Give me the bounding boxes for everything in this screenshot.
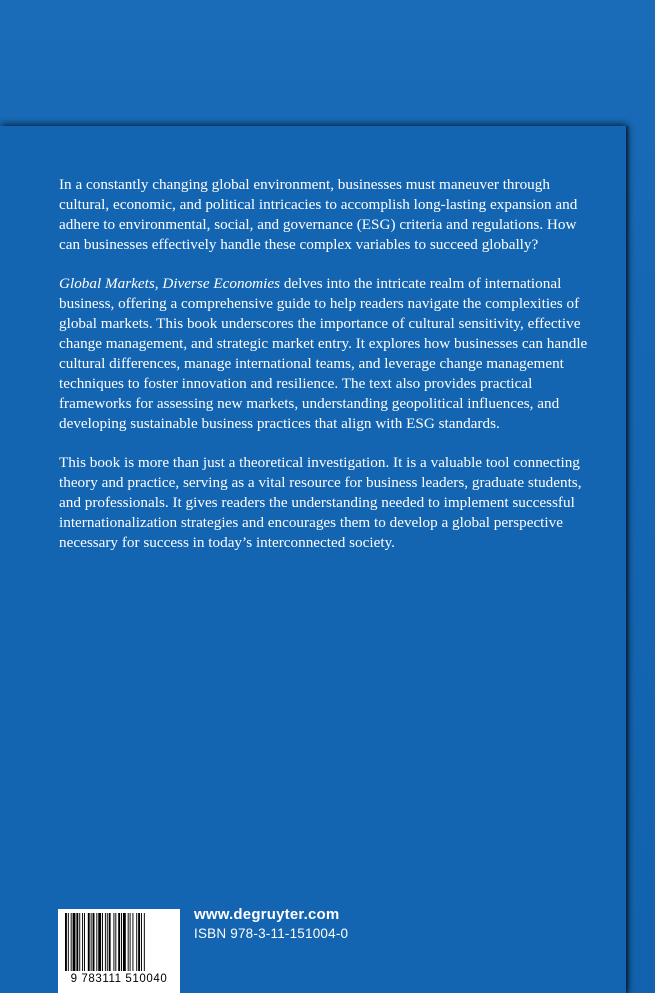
barcode-bar	[123, 913, 126, 971]
barcode-bar	[107, 913, 108, 971]
barcode-bar	[132, 913, 133, 971]
barcode-bar	[82, 913, 83, 971]
publisher-website: www.degruyter.com	[194, 906, 340, 923]
barcode-bar	[79, 913, 80, 971]
barcode-bar	[105, 913, 106, 971]
barcode-bar	[138, 913, 140, 971]
publisher-info	[194, 905, 348, 943]
barcode-bar	[141, 913, 142, 971]
isbn-number: ISBN 978-3-11-151004-0	[194, 926, 349, 941]
barcode-bars	[64, 913, 174, 971]
blurb-paragraph-2-body: delves into the intricate realm of international business, offering a comprehensive guide to help readers navigate the complexities of global markets. This book underscores the importance of cultural sensitivity, effective change management, and strategic market entry. It explores how businesses can handle cultural differences, manage international teams, and leverage change management techniques to foster innovation and resilience. The text also provides practical frameworks for assessing new markets, understanding geopolitical influences, and developing sustainable business practices that align with ESG standards.	[59, 275, 588, 432]
barcode-bar	[96, 913, 97, 971]
barcode-bar	[68, 913, 69, 971]
barcode-bar	[102, 913, 103, 971]
barcode-bar	[144, 913, 145, 971]
book-title-italic: Global Markets, Diverse Economies	[59, 275, 281, 292]
barcode-bar	[118, 913, 120, 971]
barcode-bar	[136, 913, 137, 971]
barcode-bar	[128, 913, 129, 971]
barcode-bar	[91, 913, 92, 971]
blurb-paragraph-3: This book is more than just a theoretical investigation. It is a valuable tool connecting theory and practice, serving as a vital resource for business leaders, graduate students, and professionals. It gives readers the understanding needed to implement successful internationalization strategies and encourages them to develop a global perspective necessary for success in today’s interconnected society.	[59, 454, 582, 551]
blurb-text	[59, 175, 599, 572]
barcode-bar	[130, 913, 131, 971]
barcode-bar	[113, 913, 114, 971]
barcode-bar	[109, 913, 111, 971]
barcode-bar	[98, 913, 101, 971]
barcode-bar	[121, 913, 122, 971]
panel-shadow-edge	[626, 126, 630, 993]
blurb-paragraph-1: In a constantly changing global environment, businesses must maneuver through cultural, economic, and political intricacies to accomplish long-lasting expansion and adhere to environmental, social, and governance (ESG) criteria and regulations. How can businesses effectively handle these complex variables to succeed globally?	[59, 176, 578, 253]
barcode-bar	[71, 913, 72, 971]
barcode-digits: 9 783111 510040	[70, 973, 168, 985]
barcode-bar	[73, 913, 76, 971]
isbn-barcode	[58, 909, 180, 993]
barcode-bar	[76, 913, 78, 971]
barcode-bar	[65, 913, 67, 971]
blurb-paragraph-2	[59, 274, 599, 434]
barcode-bar	[84, 913, 85, 971]
barcode-bar	[88, 913, 90, 971]
barcode-bar	[115, 913, 116, 971]
barcode-bar	[93, 913, 95, 971]
